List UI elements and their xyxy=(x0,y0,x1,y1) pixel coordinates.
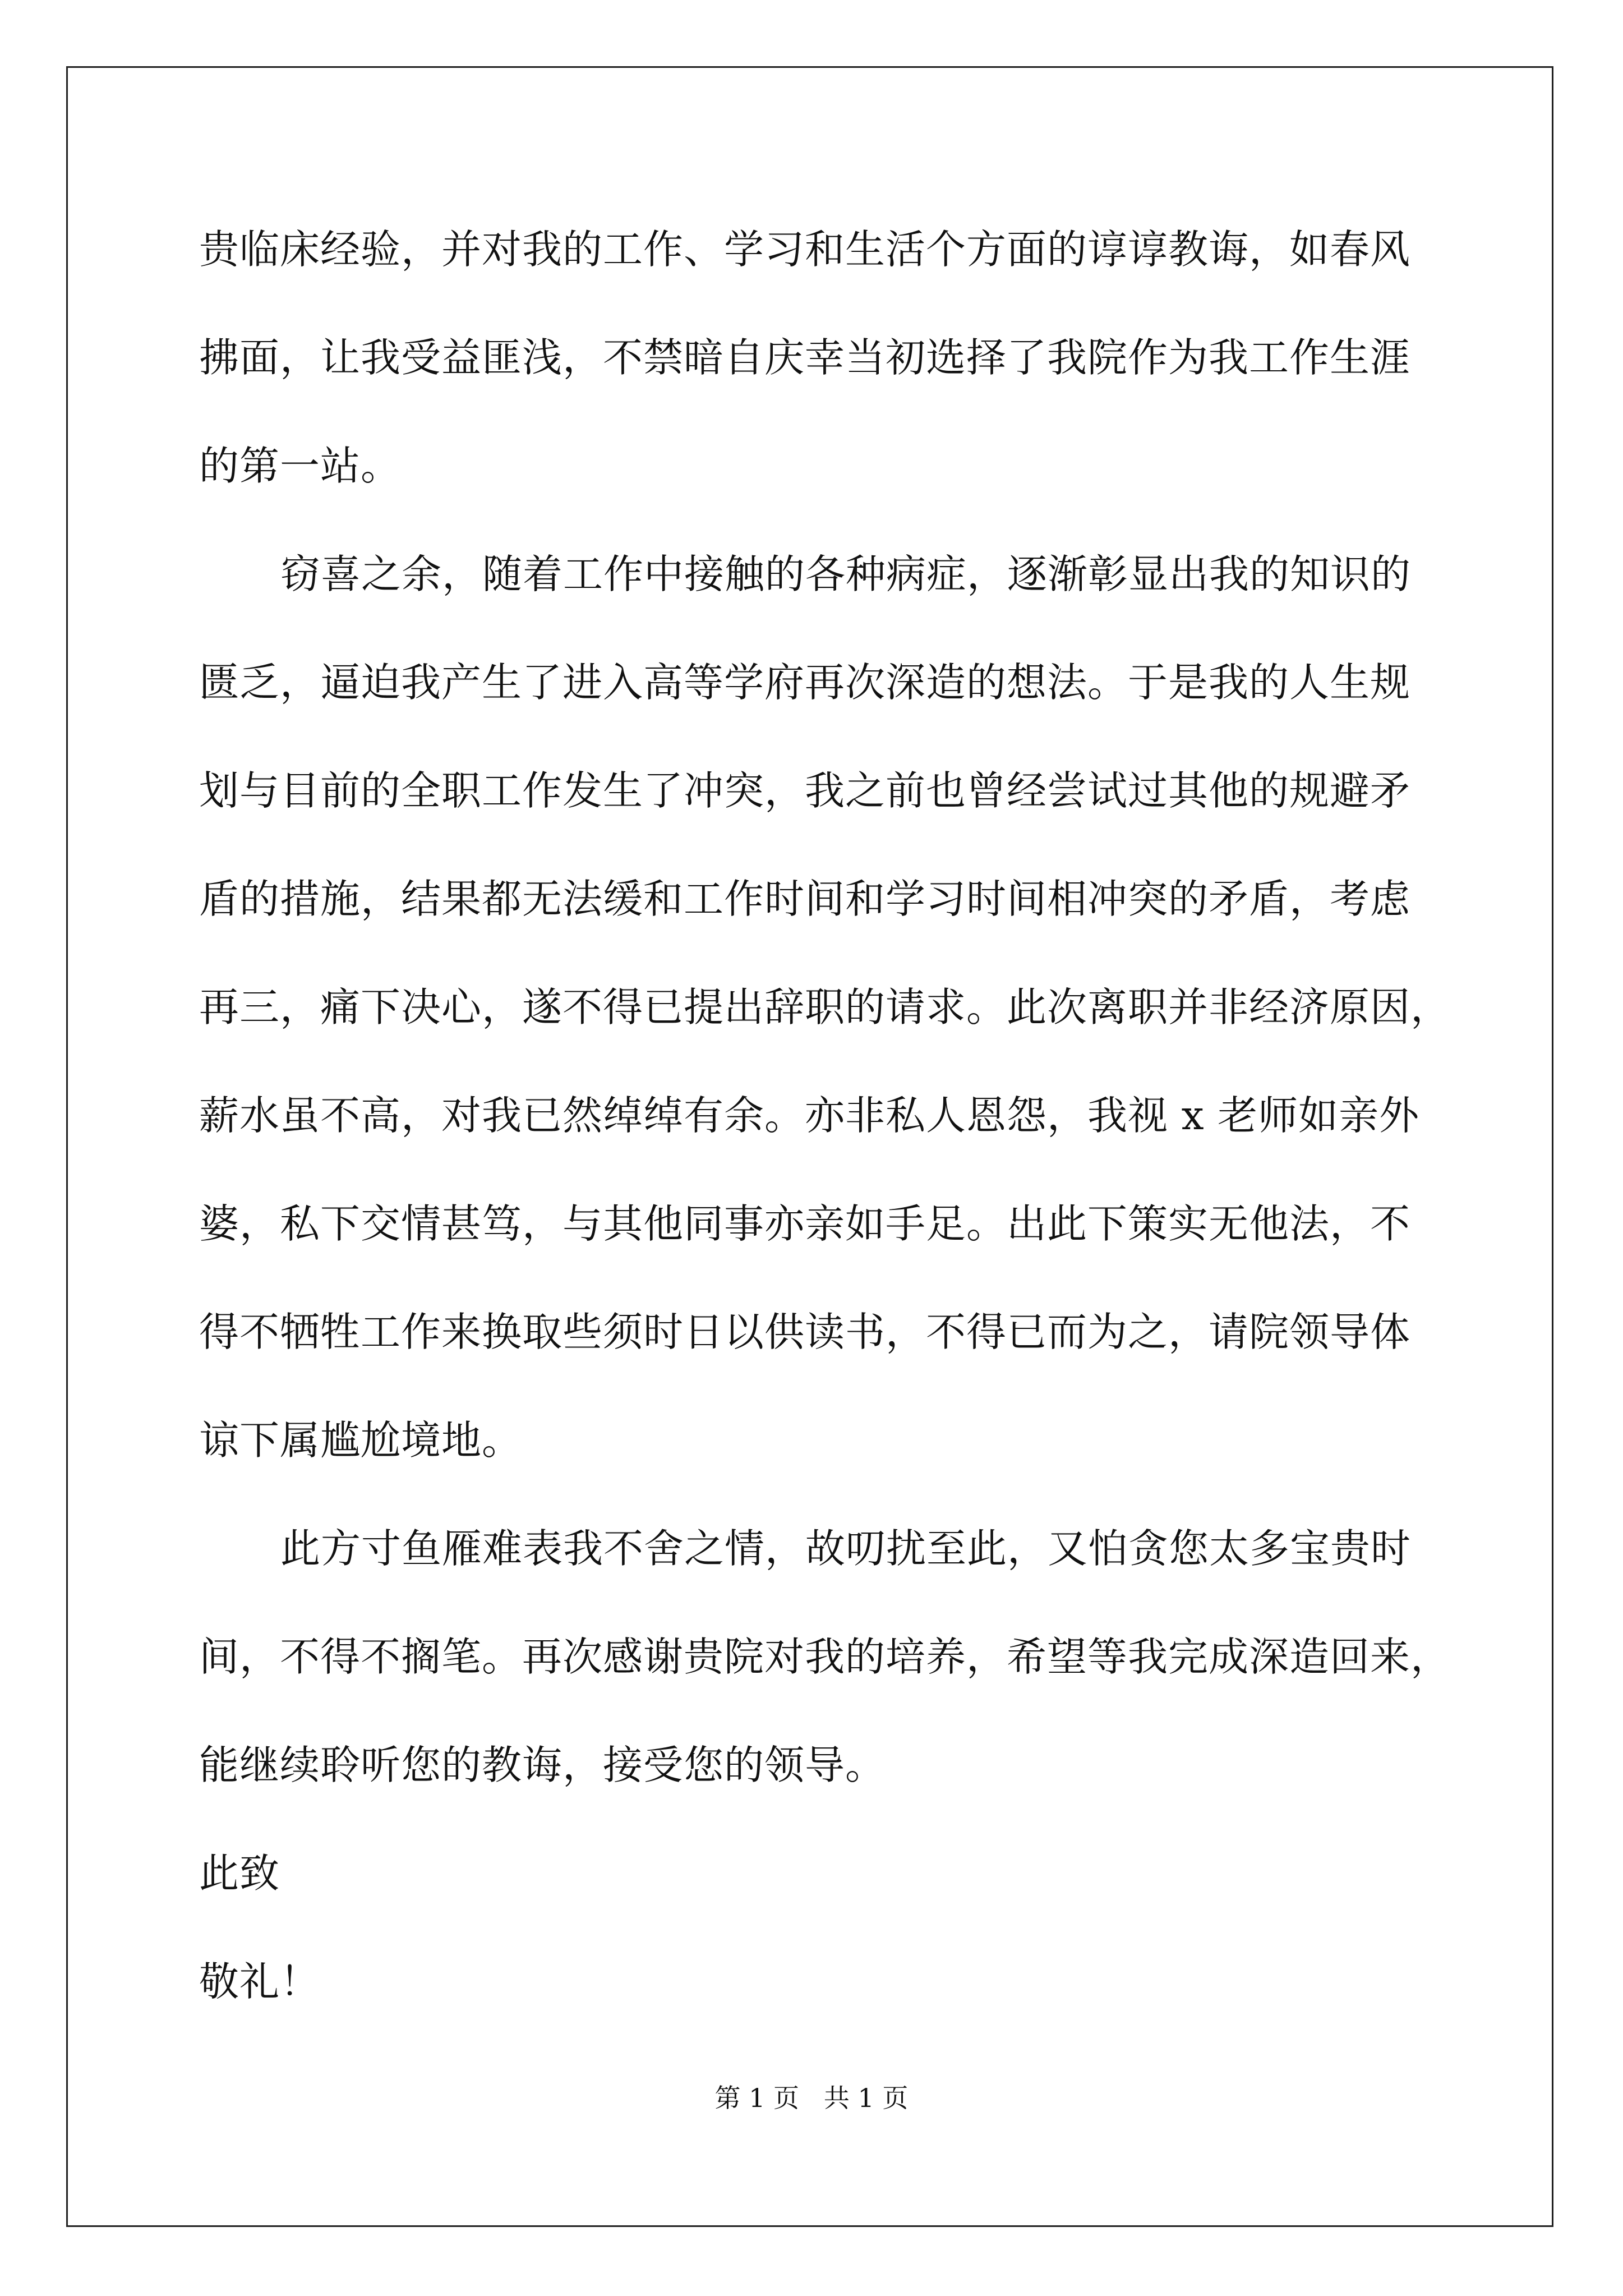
text-line: 间，不得不搁笔。再次感谢贵院对我的培养，希望等我完成深造回来， xyxy=(199,1634,1451,1680)
text-line: 贵临床经验，并对我的工作、学习和生活个方面的谆谆教诲，如春风 xyxy=(199,226,1411,273)
text-line: 能继续聆听您的教诲，接受您的领导。 xyxy=(199,1742,886,1788)
text-line: 薪水虽不高，对我已然绰绰有余。亦非私人恩怨，我视 x 老师如亲外 xyxy=(199,1092,1420,1139)
text-line: 拂面，让我受益匪浅，不禁暗自庆幸当初选择了我院作为我工作生涯 xyxy=(199,334,1411,381)
paragraph-start-line: 此方寸鱼雁难表我不舍之情，故叨扰至此，又怕贪您太多宝贵时 xyxy=(280,1525,1412,1572)
closing-salutation: 此致 xyxy=(199,1850,280,1897)
text-line: 得不牺牲工作来换取些须时日以供读书，不得已而为之，请院领导体 xyxy=(199,1309,1411,1355)
page-number-footer: 第 1 页 共 1 页 xyxy=(714,2083,909,2113)
text-line: 匮乏，逼迫我产生了进入高等学府再次深造的想法。于是我的人生规 xyxy=(199,659,1411,706)
text-line: 划与目前的全职工作发生了冲突，我之前也曾经尝试过其他的规避矛 xyxy=(199,767,1411,814)
page-border xyxy=(66,66,1553,2227)
text-line: 的第一站。 xyxy=(199,443,402,489)
text-line: 谅下属尴尬境地。 xyxy=(199,1417,523,1464)
paragraph-start-line: 窃喜之余，随着工作中接触的各种病症，逐渐彰显出我的知识的 xyxy=(280,551,1412,597)
closing-regards: 敬礼！ xyxy=(199,1958,321,2005)
text-line: 再三，痛下决心，遂不得已提出辞职的请求。此次离职并非经济原因， xyxy=(199,984,1451,1030)
text-line: 婆，私下交情甚笃，与其他同事亦亲如手足。出此下策实无他法，不 xyxy=(199,1200,1411,1247)
text-line: 盾的措施，结果都无法缓和工作时间和学习时间相冲突的矛盾，考虑 xyxy=(199,876,1411,922)
